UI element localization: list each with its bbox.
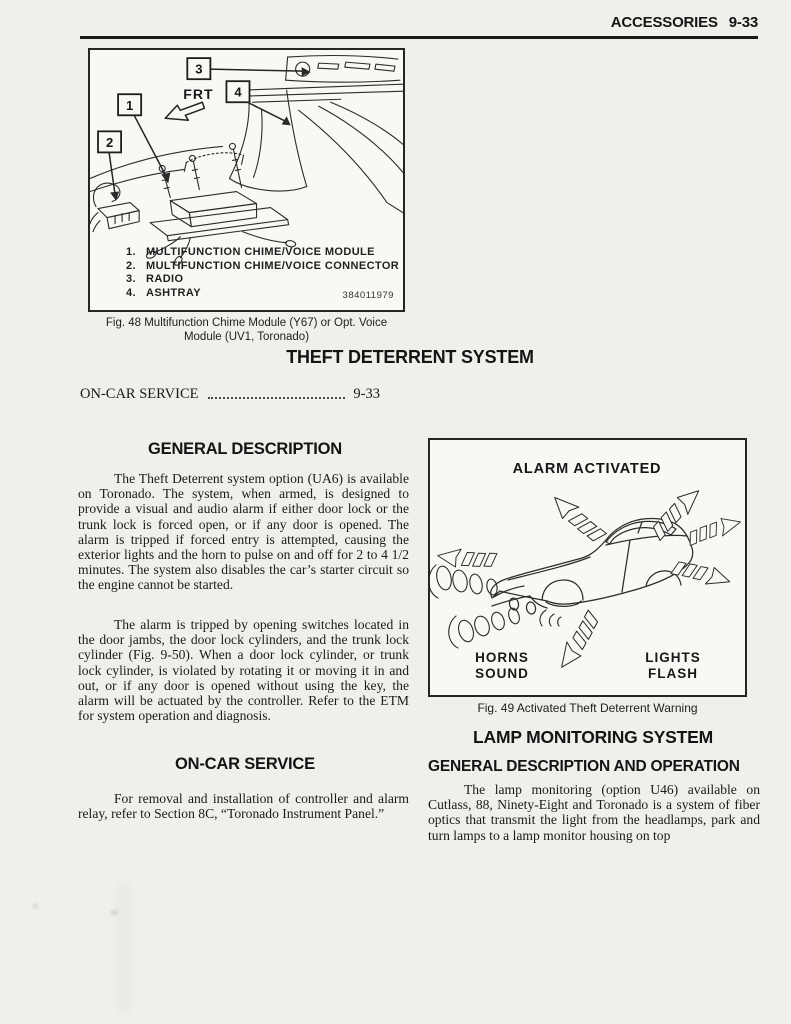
lamp-monitoring-subtitle: GENERAL DESCRIPTION AND OPERATION: [428, 758, 740, 775]
theft-deterrent-title: THEFT DETERRENT SYSTEM: [286, 347, 534, 367]
legend-2-number: 2.: [126, 259, 136, 272]
radio-sketch: [240, 56, 403, 103]
on-car-service-paragraph: For removal and installation of controller and alarm relay, refer to Section 8C, “Toronado Instrument Panel.”: [78, 791, 409, 822]
callout-4-number: 4: [234, 84, 242, 100]
frt-direction-arrow-icon: [165, 86, 213, 120]
toc-leader-dots: [208, 397, 345, 399]
fig48-legend: [126, 246, 399, 300]
toc-label: ON-CAR SERVICE: [80, 386, 199, 402]
callout-3-number: 3: [195, 61, 203, 77]
frt-label: FRT: [183, 86, 214, 103]
scan-speck: [110, 910, 118, 915]
callout-4: [226, 81, 290, 125]
callout-1: [118, 94, 170, 183]
on-car-service-title: ON-CAR SERVICE: [175, 755, 315, 773]
legend-2-label: MULTIFUNCTION CHIME/VOICE CONNECTOR: [146, 259, 400, 272]
legend-item-3: [126, 273, 399, 287]
lights-label-line2: FLASH: [648, 666, 698, 681]
header-rule: [80, 36, 758, 39]
page-header: [611, 14, 758, 31]
legend-item-1: [126, 246, 399, 260]
horns-label-line2: SOUND: [475, 666, 529, 681]
header-section: ACCESSORIES: [610, 14, 718, 31]
legend-4-label: ASHTRAY: [146, 286, 201, 299]
figure-48: [88, 48, 405, 312]
fig48-caption: [88, 316, 405, 344]
flash-arrows: [436, 484, 743, 673]
horns-label-line1: HORNS: [475, 650, 529, 665]
callout-3: [187, 58, 310, 79]
legend-3-label: RADIO: [146, 273, 184, 285]
general-description-title: GENERAL DESCRIPTION: [148, 440, 342, 458]
callout-2-number: 2: [105, 134, 114, 150]
legend-1-label: MULTIFUNCTION CHIME/VOICE MODULE: [146, 246, 375, 258]
header-page-number: 9-33: [728, 14, 758, 31]
callout-2: [98, 131, 121, 200]
legend-item-2: [126, 260, 399, 274]
figure-49: [428, 438, 747, 697]
lights-label-line1: LIGHTS: [645, 650, 701, 665]
legend-item-4: [126, 287, 399, 301]
fig48-part-number: 384011979: [342, 289, 394, 301]
scan-smudge: [116, 882, 132, 1014]
general-description-paragraph-2: The alarm is tripped by opening switches located in the door jambs, the door lock cylinders, and the trunk lock cylinder (Fig. 9-50). When a door lock cylinder, or trunk lock cylinder, is violated by rotating it or moving it in and out, or if any door is opened without using the key, the alarm will be actuated by the controller. Refer to the ETM for system operation and diagnosis.: [78, 617, 409, 724]
fig49-caption: Fig. 49 Activated Theft Deterrent Warning: [477, 701, 698, 715]
legend-1-number: 1.: [126, 246, 136, 258]
toc-line: [80, 386, 380, 403]
alarm-activated-banner: ALARM ACTIVATED: [512, 461, 662, 477]
callout-1-number: 1: [126, 97, 134, 113]
legend-3-number: 3.: [126, 273, 136, 285]
lamp-monitoring-title: LAMP MONITORING SYSTEM: [473, 727, 713, 747]
lamp-monitoring-paragraph: The lamp monitoring (option U46) available on Cutlass, 88, Ninety-Eight and Toronado is a system of fiber optics that transmit the light from the headlamps, park and turn lamps to a lamp monitor housing on top: [428, 782, 760, 843]
legend-4-number: 4.: [126, 286, 136, 299]
fig49-line-art: [430, 440, 745, 695]
fig48-caption-line2: Module (UV1, Toronado): [183, 331, 310, 343]
toc-page-number: 9-33: [353, 386, 380, 402]
scan-speck-2: [33, 903, 38, 909]
fig48-caption-line1: Fig. 48 Multifunction Chime Module (Y67) or Opt. Voice: [105, 317, 388, 329]
general-description-paragraph-1: The Theft Deterrent system option (UA6) is available on Toronado. The system, when armed, is designed to provide a visual and audio alarm if either door lock or the trunk lock is forced open, or if any door is opened. The alarm is tripped if forced entry is attempted, causing the exterior lights and the horn to pulse on and off for 2 to 4 1/2 minutes. The system also disables the car’s starter circuit so the engine cannot be started.: [78, 471, 409, 593]
